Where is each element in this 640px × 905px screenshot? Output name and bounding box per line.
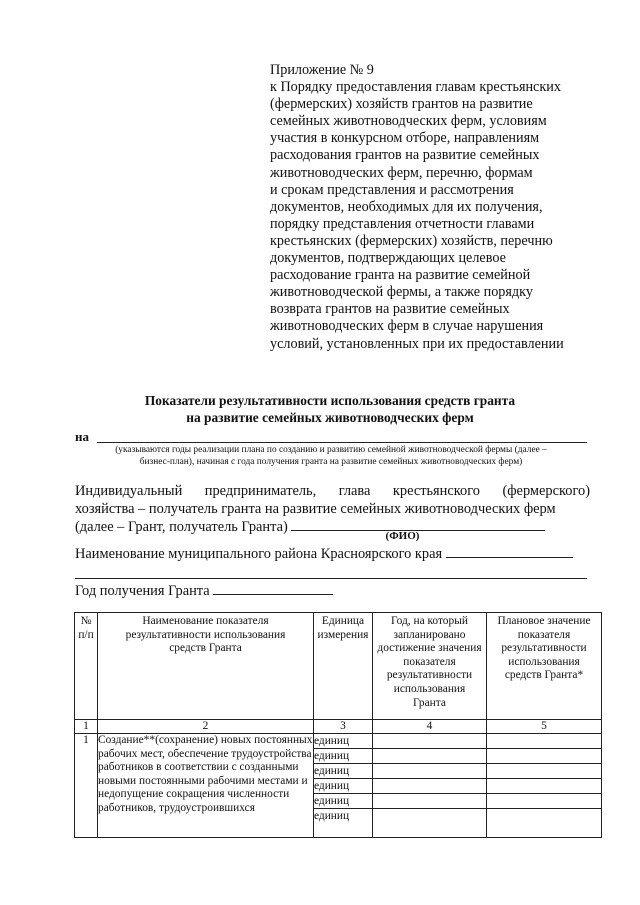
recipient-line-3-text: (далее – Грант, получатель Гранта) [75,519,288,535]
municipality-label: Наименование муниципального района Красноярского края [75,546,443,562]
header-indicator: Наименование показателя результативности использования средств Гранта [98,613,314,720]
grant-year-label: Год получения Гранта [75,583,210,599]
row-number: 1 [75,734,98,838]
row-unit: единиц [314,794,373,809]
appendix-line: животноводческих ферм в случае нарушения [270,318,544,335]
years-input-line[interactable] [97,442,587,443]
title-line-1: Показатели результативности использования средств гранта [144,393,516,408]
appendix-line: условий, установленных при их предоставлении [270,335,564,352]
header-unit: Единица измерения [314,613,373,720]
row-value-cell[interactable] [487,734,602,749]
row-value-cell[interactable] [487,794,602,809]
header-year: Год, на который запланировано достижение значения показателя результативности использования Гранта [373,613,487,720]
years-note-line: бизнес-план), начиная с года получения гранта на развитие семейных животноводческих ферм) [139,456,523,467]
row-unit: единиц [314,734,373,749]
appendix-line: порядку представления отчетности главами [270,215,535,232]
row-year-cell[interactable] [373,749,487,764]
municipality-field [75,545,590,563]
recipient-line-2: хозяйства – получатель гранта на развитие семейных животноводческих ферм [75,501,556,517]
title-line-2: на развитие семейных животноводческих ферм [186,410,474,425]
recipient-word: глава [338,483,371,499]
years-note-line: (указываются годы реализации плана по созданию и развитию семейной животноводческой фермы (далее – [115,445,547,455]
appendix-line: крестьянских (фермерских) хозяйств, перечню [270,232,553,249]
years-field [75,429,587,445]
column-numbers-row [75,720,602,734]
appendix-line: к Порядку предоставления главам крестьянских [270,79,561,96]
column-number: 3 [314,720,373,734]
appendix-line: и срокам представления и рассмотрения [270,181,514,198]
years-label: на [75,429,89,444]
grant-year-input-line[interactable] [213,582,333,595]
row-year-cell[interactable] [373,764,487,779]
appendix-line: (фермерских) хозяйств грантов на развитие [270,96,533,113]
row-unit: единиц [314,749,373,764]
appendix-line: животноводческих ферм, перечню, формам [270,164,533,181]
table-row [75,734,602,749]
column-number: 4 [373,720,487,734]
appendix-line: животноводческой фермы, а также порядку [270,284,533,301]
header-number: № п/п [75,613,98,720]
column-number: 2 [98,720,314,734]
appendix-line: документов, необходимых для их получения, [270,198,543,215]
row-value-cell[interactable] [487,809,602,838]
appendix-line: расходования грантов на развитие семейных [270,147,540,164]
row-value-cell[interactable] [487,764,602,779]
fio-caption [75,530,590,542]
grant-year-field [75,582,590,600]
recipient-word: предприниматель, [204,483,317,499]
row-value-cell[interactable] [487,749,602,764]
document-title [70,392,590,426]
appendix-line: Приложение № 9 [270,62,374,78]
row-year-cell[interactable] [373,809,487,838]
table-header-row [75,613,602,720]
row-unit: единиц [314,764,373,779]
row-unit: единиц [314,809,373,838]
appendix-line: семейных животноводческих ферм, условиям [270,113,547,130]
row-value-cell[interactable] [487,779,602,794]
row-year-cell[interactable] [373,794,487,809]
fio-label: (ФИО) [385,530,420,542]
row-unit: единиц [314,779,373,794]
column-number: 5 [487,720,602,734]
appendix-line: участия в конкурсном отборе, направлениям [270,130,540,147]
row-year-cell[interactable] [373,734,487,749]
header-plan-value: Плановое значение показателя результативности использования средств Гранта* [487,613,602,720]
municipality-input-line-2[interactable] [75,578,587,579]
row-indicator: Создание**(сохранение) новых постоянных рабочих мест, обеспечение трудоустройства работников в соответствии с созданными новыми постоянными рабочими местами и недопущение сокращения численности работников, трудоустроившихся [98,734,314,838]
column-number: 1 [75,720,98,734]
recipient-word: (фермерского) [502,483,590,499]
recipient-line-1 [75,482,590,500]
recipient-paragraph [75,482,590,536]
row-year-cell[interactable] [373,779,487,794]
indicators-table [74,612,602,838]
appendix-line: документов, подтверждающих целевое [270,250,506,267]
recipient-word: Индивидуальный [75,483,183,499]
recipient-word: крестьянского [392,483,480,499]
appendix-header [270,62,600,353]
appendix-line: возврата грантов на развитие семейных [270,301,510,318]
years-note [78,445,584,468]
appendix-line: расходование гранта на развитие семейной [270,267,531,284]
municipality-input-line[interactable] [446,545,573,558]
